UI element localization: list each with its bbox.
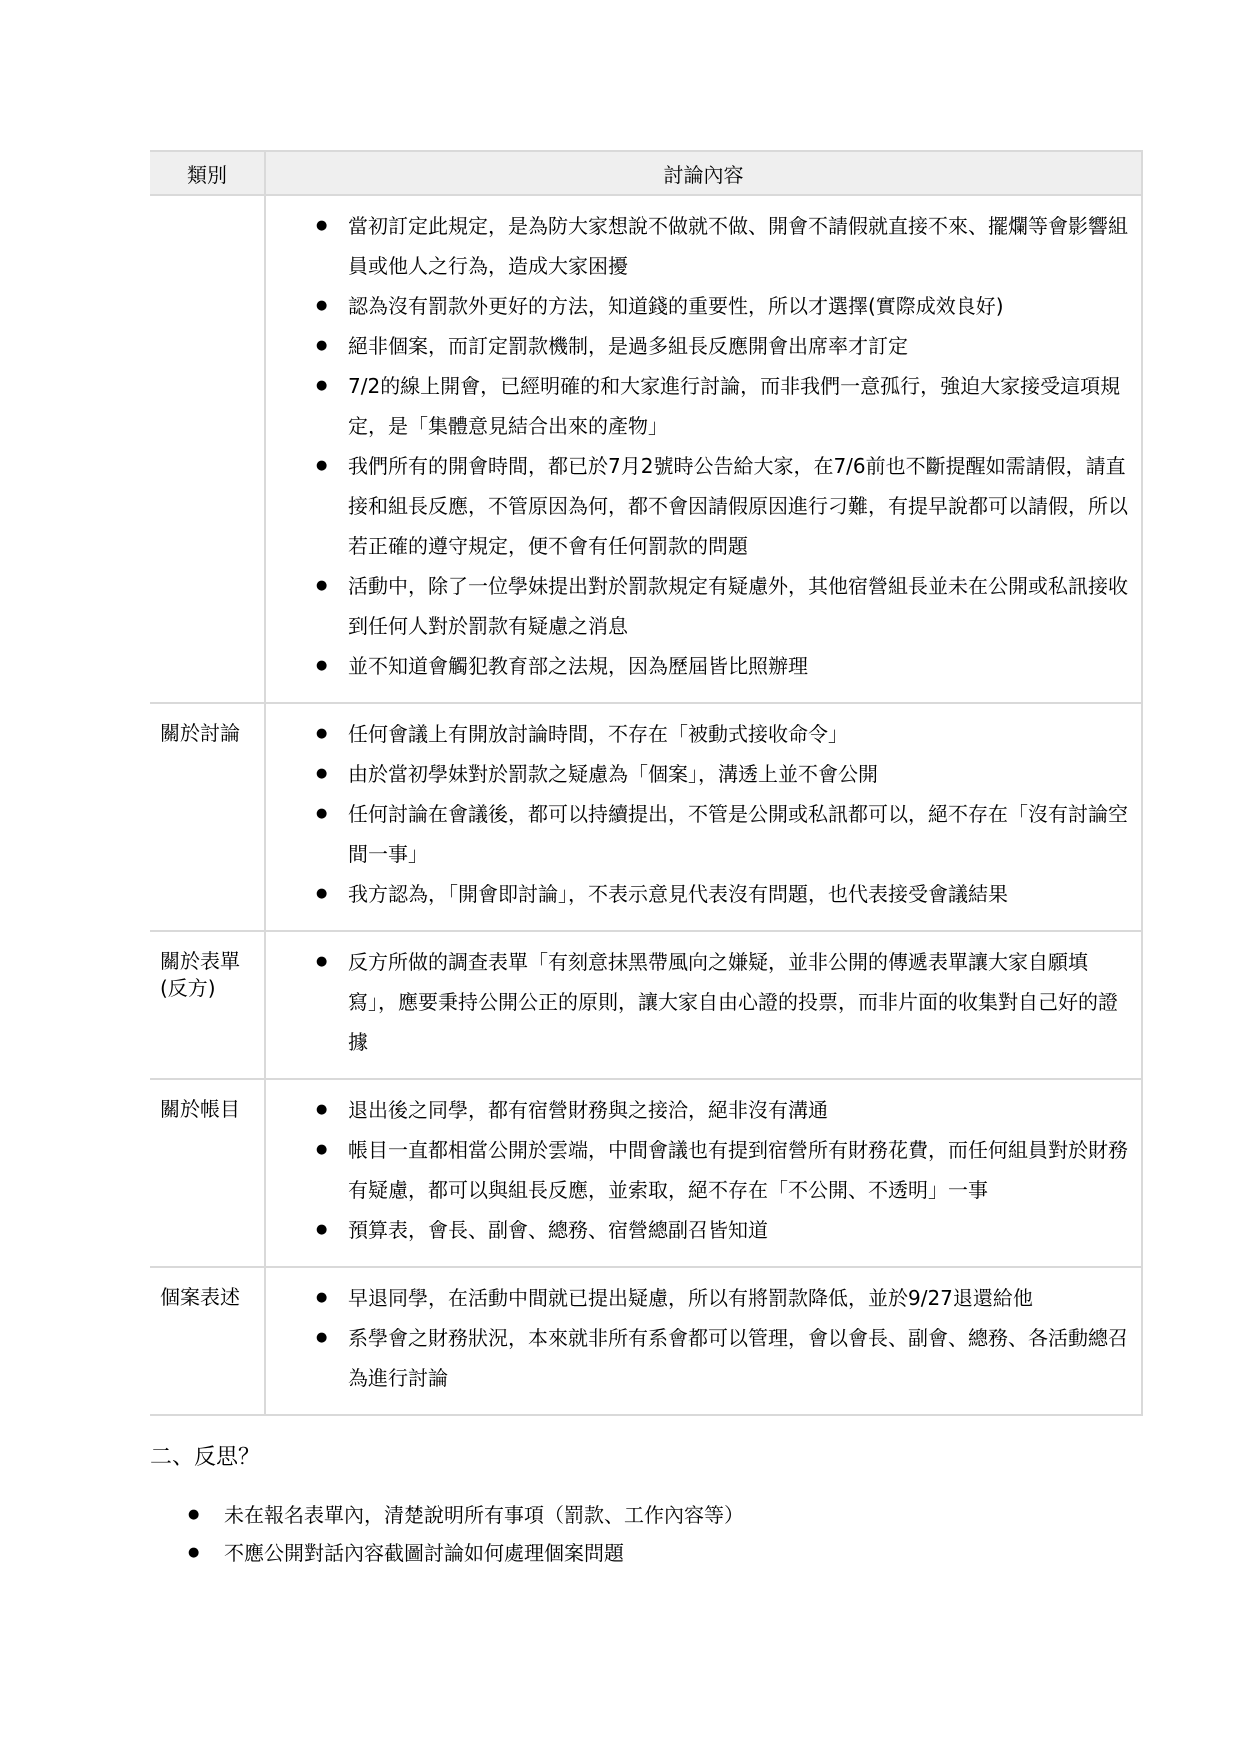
list-item: ● 我們所有的開會時間，都已於7月2號時公告給大家，在7/6前也不斷提醒如需請假，請直接和組長反應，不管原因為何，都不會因請假原因進行刁難，有提早說都可以請假，所以若正確的遵守規定，便不會有任何罰款的問題 (266, 446, 1141, 566)
reflection-heading: 二、反思？ (150, 1445, 261, 1470)
table-row (150, 1079, 1142, 1267)
bullet-list (266, 206, 1141, 686)
row-content (265, 1267, 1142, 1415)
row-category: 關於表單(反方) (150, 931, 265, 1079)
table-row (150, 931, 1142, 1079)
row-category: 關於帳目 (150, 1079, 265, 1267)
list-item: ● 我方認為，「開會即討論」，不表示意見代表沒有問題，也代表接受會議結果 (266, 874, 1141, 914)
row-content (265, 1079, 1142, 1267)
table-header-row (150, 151, 1142, 195)
row-content (265, 931, 1142, 1079)
discussion-table (150, 150, 1143, 1416)
row-category: 個案表述 (150, 1267, 265, 1415)
list-item: ● 反方所做的調查表單「有刻意抹黑帶風向之嫌疑，並非公開的傳遞表單讓大家自願填寫」，應要秉持公開公正的原則，讓大家自由心證的投票，而非片面的收集對自己好的證據 (266, 942, 1141, 1062)
list-item: ● 7/2的線上開會，已經明確的和大家進行討論，而非我們一意孤行，強迫大家接受這項規定，是「集體意見結合出來的產物」 (266, 366, 1141, 446)
list-item: ● 活動中，除了一位學妹提出對於罰款規定有疑慮外，其他宿營組長並未在公開或私訊接收到任何人對於罰款有疑慮之消息 (266, 566, 1141, 646)
row-content (265, 703, 1142, 931)
list-item: ● 不應公開對話內容截圖討論如何處理個案問題 (150, 1534, 1140, 1572)
list-item: ● 退出後之同學，都有宿營財務與之接洽，絕非沒有溝通 (266, 1090, 1141, 1130)
row-category: 關於討論 (150, 703, 265, 931)
list-item: ● 並不知道會觸犯教育部之法規，因為歷屆皆比照辦理 (266, 646, 1141, 686)
list-item: ● 當初訂定此規定，是為防大家想說不做就不做、開會不請假就直接不來、擺爛等會影響組員或他人之行為，造成大家困擾 (266, 206, 1141, 286)
bullet-list (266, 714, 1141, 914)
table-row (150, 1267, 1142, 1415)
list-item: ● 系學會之財務狀況，本來就非所有系會都可以管理，會以會長、副會、總務、各活動總召為進行討論 (266, 1318, 1141, 1398)
header-category: 類別 (150, 151, 265, 195)
bullet-list (266, 1090, 1141, 1250)
table-row (150, 703, 1142, 931)
list-item: ● 由於當初學妹對於罰款之疑慮為「個案」，溝透上並不會公開 (266, 754, 1141, 794)
discussion-table-container (150, 150, 1142, 1416)
list-item: ● 認為沒有罰款外更好的方法，知道錢的重要性，所以才選擇(實際成效良好) (266, 286, 1141, 326)
table-row (150, 195, 1142, 703)
list-item: ● 帳目一直都相當公開於雲端，中間會議也有提到宿營所有財務花費，而任何組員對於財務有疑慮，都可以與組長反應，並索取，絕不存在「不公開、不透明」一事 (266, 1130, 1141, 1210)
reflection-list (150, 1496, 1140, 1572)
row-category (150, 195, 265, 703)
list-item: ● 任何討論在會議後，都可以持續提出，不管是公開或私訊都可以，絕不存在「沒有討論空間一事」 (266, 794, 1141, 874)
list-item: ● 任何會議上有開放討論時間，不存在「被動式接收命令」 (266, 714, 1141, 754)
bullet-list (266, 1278, 1141, 1398)
list-item: ● 未在報名表單內，清楚說明所有事項（罰款、工作內容等） (150, 1496, 1140, 1534)
list-item: ● 預算表，會長、副會、總務、宿營總副召皆知道 (266, 1210, 1141, 1250)
header-content: 討論內容 (265, 151, 1142, 195)
bullet-list (266, 942, 1141, 1062)
list-item: ● 絕非個案，而訂定罰款機制，是過多組長反應開會出席率才訂定 (266, 326, 1141, 366)
row-content (265, 195, 1142, 703)
list-item: ● 早退同學，在活動中間就已提出疑慮，所以有將罰款降低，並於9/27退還給他 (266, 1278, 1141, 1318)
